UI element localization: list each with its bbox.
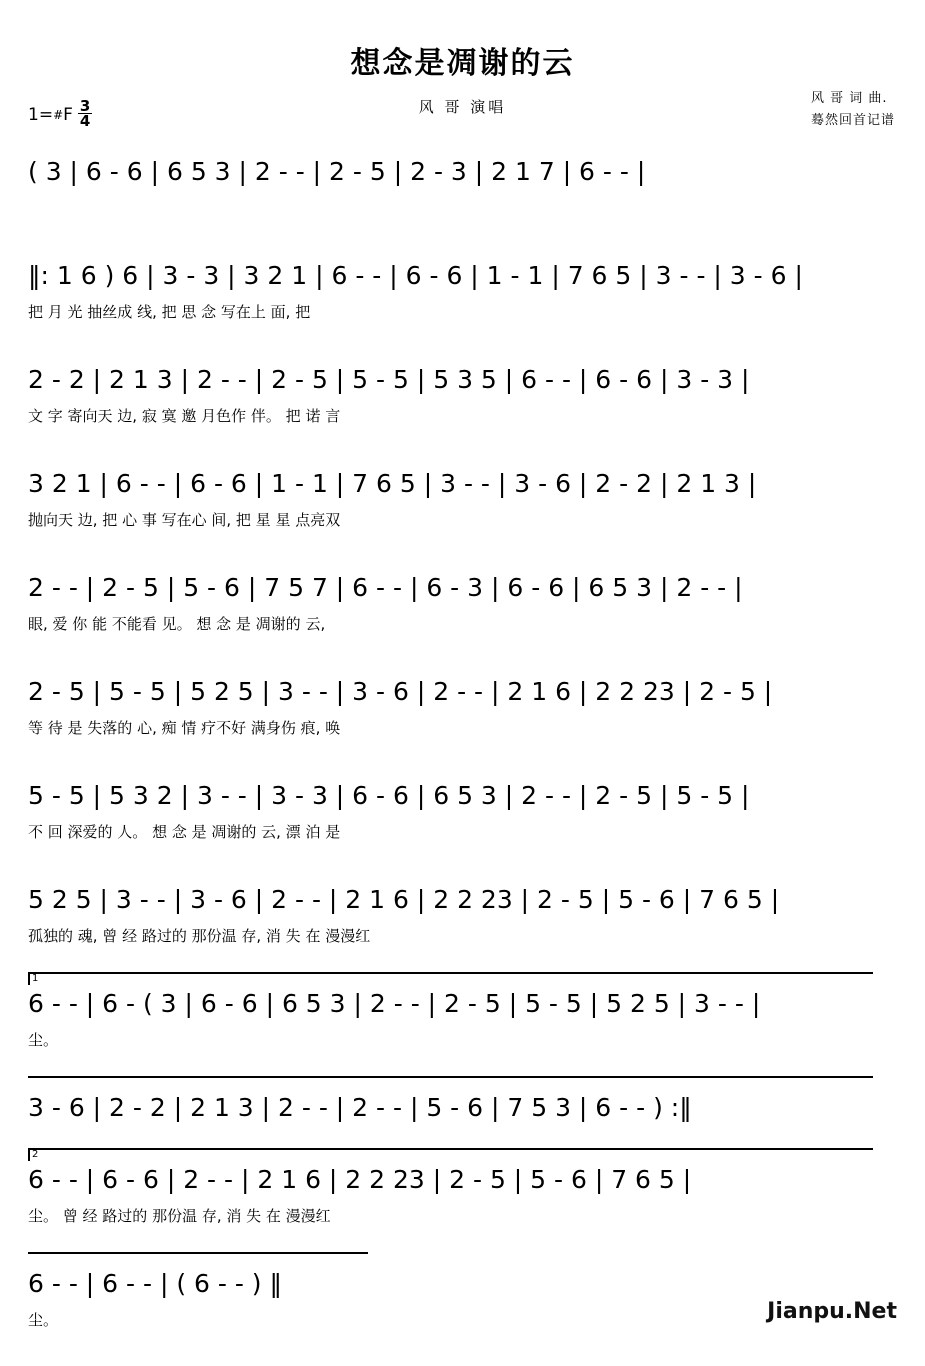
notation-row: 2 - 5 | 5 - 5 | 5 2 5 | 3 - - | 3 - 6 | 2 - - | 2 1 6 | 2 2 23 | 2 - 5 | bbox=[28, 677, 773, 706]
lyrics-row: 不 回 深爱的 人。 想 念 是 凋谢的 云, 漂 泊 是 bbox=[28, 823, 341, 841]
notation-row: 2 - - | 2 - 5 | 5 - 6 | 7 5 7 | 6 - - | 6 - 3 | 6 - 6 | 6 5 3 | 2 - - | bbox=[28, 573, 743, 602]
music-system bbox=[28, 254, 897, 358]
notation-row: 6 - - | 6 - 6 | 2 - - | 2 1 6 | 2 2 23 | 2 - 5 | 5 - 6 | 7 6 5 | bbox=[28, 1165, 692, 1194]
music-system bbox=[28, 462, 897, 566]
music-system bbox=[28, 358, 897, 462]
credit-line-1: 风 哥 词 曲. bbox=[810, 91, 888, 106]
time-signature-numerator: 3 bbox=[79, 97, 91, 115]
lyrics-row: 孤独的 魂, 曾 经 路过的 那份温 存, 消 失 在 漫漫红 bbox=[28, 927, 371, 945]
notation-row: 5 2 5 | 3 - - | 3 - 6 | 2 - - | 2 1 6 | 2 2 23 | 2 - 5 | 5 - 6 | 7 6 5 | bbox=[28, 885, 780, 914]
music-system bbox=[28, 670, 897, 774]
notation-row: 5 - 5 | 5 3 2 | 3 - - | 3 - 3 | 6 - 6 | 6 5 3 | 2 - - | 2 - 5 | 5 - 5 | bbox=[28, 781, 750, 810]
lyrics-row: 眼, 爱 你 能 不能看 见。 想 念 是 凋谢的 云, bbox=[28, 615, 326, 633]
notation-row: 3 2 1 | 6 - - | 6 - 6 | 1 - 1 | 7 6 5 | 3 - - | 3 - 6 | 2 - 2 | 2 1 3 | bbox=[28, 469, 757, 498]
key-signature bbox=[28, 97, 92, 131]
notation-row: ‖: 1 6 ) 6 | 3 - 3 | 3 2 1 | 6 - - | 6 - 6 | 1 - 1 | 7 6 5 | 3 - - | 3 - 6 | bbox=[28, 261, 803, 290]
notation-row: 6 - - | 6 - ( 3 | 6 - 6 | 6 5 3 | 2 - - | 2 - 5 | 5 - 5 | 5 2 5 | 3 - - | bbox=[28, 989, 761, 1018]
notation-row: 2 - 2 | 2 1 3 | 2 - - | 2 - 5 | 5 - 5 | 5 3 5 | 6 - - | 6 - 6 | 3 - 3 | bbox=[28, 365, 750, 394]
time-signature-denominator: 4 bbox=[79, 112, 91, 131]
key-letter: F bbox=[63, 104, 73, 125]
key-accidental: # bbox=[53, 107, 64, 122]
music-system bbox=[28, 150, 897, 254]
lyrics-row: 等 待 是 失落的 心, 痴 情 疗不好 满身伤 痕, 唤 bbox=[28, 719, 341, 737]
music-system bbox=[28, 566, 897, 670]
composer-credits bbox=[811, 88, 895, 132]
notation-row: 3 - 6 | 2 - 2 | 2 1 3 | 2 - - | 2 - - | 5 - 6 | 7 5 3 | 6 - - ) :‖ bbox=[28, 1093, 692, 1122]
singer-credit: 风 哥 演唱 bbox=[418, 98, 507, 116]
site-watermark: Jianpu.Net bbox=[767, 1299, 897, 1324]
lyrics-row: 文 字 寄向天 边, 寂 寞 邀 月色作 伴。 把 诺 言 bbox=[28, 407, 341, 425]
music-systems bbox=[0, 150, 925, 1366]
key-prefix: 1= bbox=[28, 104, 54, 125]
lyrics-row: 抛向天 边, 把 心 事 写在心 间, 把 星 星 点亮双 bbox=[28, 511, 341, 529]
music-system bbox=[28, 774, 897, 878]
music-system bbox=[28, 878, 897, 982]
lyrics-row: 尘。 曾 经 路过的 那份温 存, 消 失 在 漫漫红 bbox=[28, 1207, 331, 1225]
lyrics-row: 把 月 光 抽丝成 线, 把 思 念 写在上 面, 把 bbox=[28, 303, 311, 321]
lyrics-row: 尘。 bbox=[28, 1311, 59, 1329]
notation-row: 6 - - | 6 - - | ( 6 - - ) ‖ bbox=[28, 1269, 283, 1298]
lyrics-row: 尘。 bbox=[28, 1031, 59, 1049]
time-signature bbox=[78, 99, 92, 129]
first-ending-number: 1 bbox=[32, 973, 39, 984]
notation-row: ( 3 | 6 - 6 | 6 5 3 | 2 - - | 2 - 5 | 2 - 3 | 2 1 7 | 6 - - | bbox=[28, 157, 646, 186]
page-title: 想念是凋谢的云 bbox=[350, 46, 575, 81]
music-system-second-ending bbox=[28, 1149, 897, 1262]
music-system-first-ending bbox=[28, 973, 897, 1086]
credit-line-2: 蓦然回首记谱 bbox=[810, 113, 895, 129]
lyrics-row bbox=[28, 194, 897, 222]
second-ending-number: 2 bbox=[32, 1149, 39, 1160]
